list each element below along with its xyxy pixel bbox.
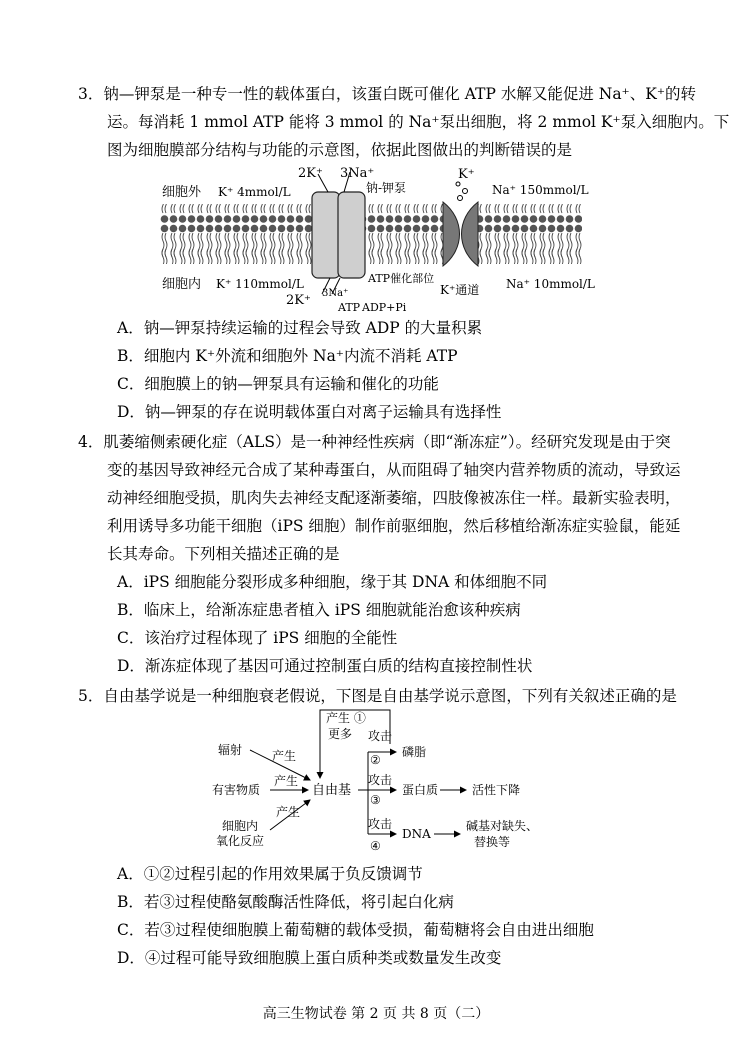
label-radiation: 辐射 (218, 743, 243, 757)
label-n3: ③ (370, 793, 381, 807)
q4-stem-line-2: 变的基因导致神经元合成了某种毒蛋白，从而阻碍了轴突内营养物质的流动，导致运 (107, 461, 681, 479)
label-activity-down: 活性下降 (472, 783, 521, 797)
cell-membrane-figure (160, 164, 600, 316)
na-outside-conc: Na⁺ 150mmol/L (492, 183, 589, 197)
label-more: 更多 (328, 727, 353, 741)
inside-label: 细胞内 (162, 277, 202, 292)
q3-option-c: C．细胞膜上的钠—钾泵具有运输和催化的功能 (117, 375, 439, 393)
label-produce-1: 产生 ① (326, 711, 366, 725)
q3-option-b: B．细胞内 K⁺外流和细胞外 Na⁺内流不消耗 ATP (117, 347, 458, 365)
page-footer: 高三生物试卷 第 2 页 共 8 页（二） (262, 1006, 490, 1022)
label-n4: ④ (370, 839, 381, 853)
q5-stem-line-1: 5．自由基学说是一种细胞衰老假说，下图是自由基学说示意图，下列有关叙述正确的是 (78, 687, 677, 705)
label-n2: ② (370, 753, 381, 767)
label-attack-2: 攻击 (368, 729, 393, 743)
q3-option-a: A．钠—钾泵持续运输的过程会导致 ADP 的大量积累 (117, 319, 483, 337)
k-outside-conc: K⁺ 4mmol/L (218, 185, 291, 199)
q4-option-d: D．渐冻症体现了基因可通过控制蛋白质的结构直接控制性状 (117, 657, 533, 675)
k-channel-label: K⁺通道 (440, 283, 480, 297)
q4-option-b: B．临床上，给渐冻症患者植入 iPS 细胞就能治愈该种疾病 (117, 601, 521, 619)
q4-option-a: A．iPS 细胞能分裂形成多种细胞，缘于其 DNA 和体细胞不同 (117, 573, 548, 591)
outside-label: 细胞外 (162, 185, 202, 200)
q3-stem-line-3: 图为细胞膜部分结构与功能的示意图，依据此图做出的判断错误的是 (107, 141, 573, 159)
label-oxidation-2: 氧化反应 (216, 834, 265, 848)
label-mutation-1: 碱基对缺失、 (466, 819, 539, 833)
q4-stem-line-4: 利用诱导多功能干细胞（iPS 细胞）制作前驱细胞，然后移植给渐冻症实验鼠，能延 (107, 517, 681, 535)
q4-stem-line-3: 动神经细胞受损，肌肉失去神经支配逐渐萎缩，四肢像被冻住一样。最新实验表明， (107, 489, 681, 507)
label-produce-2: 产生 (272, 749, 297, 763)
label-protein: 蛋白质 (402, 783, 439, 797)
k-top-label: K⁺ (458, 167, 475, 182)
q4-stem-line-1: 4．肌萎缩侧索硬化症（ALS）是一种神经性疾病（即“渐冻症”）。经研究发现是由于突 (78, 433, 671, 451)
label-free-radical: 自由基 (312, 783, 352, 798)
label-attack-4: 攻击 (368, 817, 393, 831)
label-produce-3: 产生 (274, 774, 299, 788)
q5-option-c: C．若③过程使细胞膜上葡萄糖的载体受损，葡萄糖将会自由进出细胞 (117, 921, 594, 939)
k-inside-conc: K⁺ 110mmol/L (216, 277, 304, 291)
q3-stem-line-1: 3．钠—钾泵是一种专一性的载体蛋白，该蛋白既可催化 ATP 水解又能促进 Na⁺、K⁺的转 (78, 85, 697, 103)
pump-label: 钠-钾泵 (366, 181, 407, 195)
q5-option-b: B．若③过程使酪氨酸酶活性降低，将引起白化病 (117, 893, 454, 911)
label-produce-4: 产生 (276, 805, 301, 819)
q3-stem-line-2: 运。每消耗 1 mmol ATP 能将 3 mmol 的 Na⁺泵出细胞，将 2 mmol K⁺泵入细胞内。下 (107, 113, 730, 131)
label-harmful: 有害物质 (212, 783, 261, 797)
na-inside-conc: Na⁺ 10mmol/L (506, 277, 595, 291)
q4-option-c: C．该治疗过程体现了 iPS 细胞的全能性 (117, 629, 398, 647)
q5-option-a: A．①②过程引起的作用效果属于负反馈调节 (117, 865, 423, 883)
q4-stem-line-5: 长其寿命。下列相关描述正确的是 (107, 545, 340, 563)
label-attack-3: 攻击 (368, 773, 393, 787)
pump-3na-bottom: 3Na⁺ (322, 288, 349, 299)
free-radical-diagram (208, 708, 548, 858)
label-mutation-2: 替换等 (474, 835, 511, 849)
atp-site-label: ATP催化部位 (368, 272, 435, 285)
adp-label: ADP+Pi (362, 301, 407, 314)
label-phospholipid: 磷脂 (402, 745, 427, 759)
k-channel (443, 182, 478, 266)
label-dna: DNA (402, 827, 431, 841)
pump-3na-top: 3Na⁺ (340, 166, 375, 181)
atp-label: ATP (338, 301, 361, 314)
q3-option-d: D．钠—钾泵的存在说明载体蛋白对离子运输具有选择性 (117, 403, 502, 421)
pump-2k-bottom: 2K⁺ (286, 293, 311, 308)
phospholipid-bilayer (160, 204, 582, 264)
na-k-pump (312, 172, 365, 294)
label-oxidation-1: 细胞内 (222, 819, 259, 833)
q5-option-d: D．④过程可能导致细胞膜上蛋白质种类或数量发生改变 (117, 949, 502, 967)
pump-2k-top: 2K⁺ (298, 166, 323, 181)
